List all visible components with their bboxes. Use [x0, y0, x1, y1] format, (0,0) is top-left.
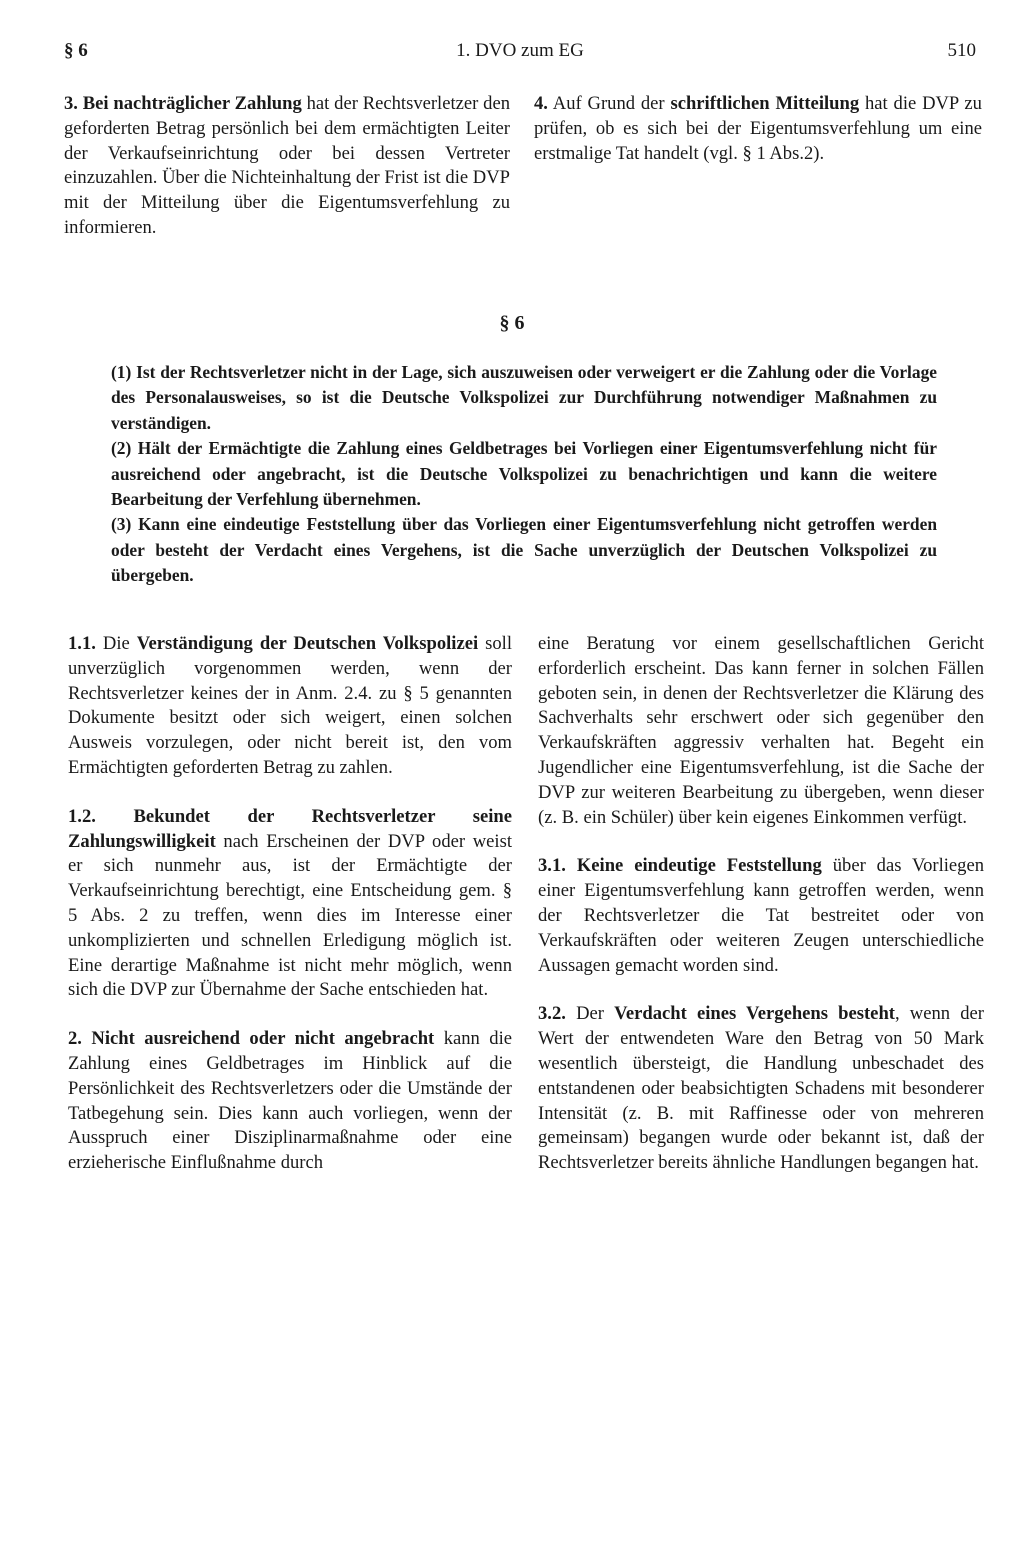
- note-number: 1.1.: [68, 633, 96, 654]
- note-keyword: Bekundet der Rechtsverletzer seine Zahlungswilligkeit: [68, 805, 512, 852]
- annotation-2-continued: [538, 632, 984, 830]
- header-title: 1. DVO zum EG: [456, 40, 584, 61]
- note-text: Der: [565, 1003, 615, 1025]
- note-keyword: Bei nachträglicher Zahlung: [82, 93, 302, 114]
- note-number: 2.: [68, 1028, 82, 1050]
- note-number: 1.2.: [68, 805, 96, 827]
- note-number: 3.2.: [538, 1003, 566, 1025]
- note-keyword: Nicht ausreichend oder nicht angebracht: [91, 1028, 435, 1050]
- note-text: über das Vorliegen einer Eigentumsverfehlung kann getroffen werden, wenn der Rechtsverletzer die Tat bestreitet oder von Verkaufskräften oder weiteren Zeugen unterschiedliche Aussagen gemacht worden sind.: [538, 855, 985, 976]
- note-3-column: [64, 92, 510, 241]
- note-text: hat die DVP zu prüfen, ob es sich bei der Eigentumsverfehlung um eine erstmalige Tat handelt (vgl. § 1 Abs.2).: [534, 93, 982, 164]
- note-text: Die: [95, 633, 137, 654]
- note-text: Auf Grund der: [547, 93, 671, 114]
- annotation-1-1: [68, 632, 512, 781]
- note-number: 4.: [534, 93, 548, 114]
- annotation-2: [68, 1027, 512, 1176]
- note-text: soll unverzüglich vorgenommen werden, wenn der Rechtsverletzer keines der in Anm. 2.4. zu § 5 genannten Dokumente besitzt oder sich weigert, einen solchen Ausweis vorzulegen, oder nicht bereit ist, den vom Ermächtigten geforderten Betrag zu zahlen.: [68, 633, 513, 778]
- note-keyword: Keine eindeutige Feststellung: [576, 855, 822, 877]
- header-section-ref: § 6: [64, 40, 88, 61]
- note-4-column: [534, 92, 982, 166]
- note-text: [566, 855, 577, 876]
- statute-paragraph-3: (3) Kann eine eindeutige Feststellung über das Vorliegen einer Eigentumsverfehlung nicht getroffen werden oder besteht der Verdacht eines Vergehens, ist die Sache unverzüglich der Deutschen Volkspolizei zu übergeben.: [111, 514, 937, 586]
- statute-paragraph-1: (1) Ist der Rechtsverletzer nicht in der Lage, sich auszuweisen oder verweigert er die Zahlung oder die Vorlage des Personalausweises, so ist die Deutsche Volkspolizei zur Durchführung notwendiger Maßnahmen zu verständigen.: [111, 362, 937, 433]
- statute-text: [111, 360, 937, 589]
- note-text: kann die Zahlung eines Geldbetrages im Hinblick auf die Persönlichkeit des Rechtsverletzers oder die Umstände der Tatbegehung sein. Dies kann auch vorliegen, wenn der Ausspruch einer Disziplinarmaßnahme oder eine erzieherische Einflußnahme durch: [68, 1028, 513, 1174]
- note-text: , wenn der Wert der entwendeten Ware den Betrag von 50 Mark wesentlich übersteigt, die Handlung unbeschadet des entstandenen oder beabsichtigten Schadens mit besonderer Intensität (z. B. mit Raffinesse oder von mehreren gemeinsam) begangen wurde oder bekannt ist, daß der Rechtsverletzer bereits ähnliche Handlungen begangen hat.: [538, 1003, 985, 1174]
- annotation-1-2: [68, 805, 512, 1003]
- note-text: nach Erscheinen der DVP oder weist er sich nunmehr aus, ist der Ermächtigte der Verkaufseinrichtung berechtigt, eine Entscheidung gem. § 5 Abs. 2 zu treffen, wenn dies im Interesse einer unkomplizierten und schnellen Erledigung möglich ist. Eine derartige Maßnahme ist nicht mehr möglich, wenn sich die DVP zur Übernahme der Sache entschieden hat.: [68, 830, 512, 1001]
- note-number: 3.: [64, 93, 78, 114]
- note-keyword: Verständigung der Deutschen Volkspolizei: [136, 633, 479, 654]
- annotation-3-1: [538, 854, 984, 978]
- annotations-left-column: [68, 632, 512, 1176]
- note-keyword: Verdacht eines Vergehens besteht: [614, 1003, 895, 1025]
- note-text: [96, 806, 134, 827]
- note-text: eine Beratung vor einem gesellschaftlichen Gericht erforderlich erscheint. Das kann ferner in solchen Fällen geboten sein, in denen der Rechtsverletzer die Klärung des Sachverhalts sehr erschwert oder sich gegenüber den Verkaufskräften aggressiv verhalten hat. Begeht ein Jugendlicher eine Eigentumsverfehlung, ist die Sache der DVP zur weiteren Bearbeitung zu übergeben, wenn dieser (z. B. ein Schüler) über kein eigenes Einkommen verfügt.: [538, 633, 984, 828]
- note-paragraph: [534, 92, 982, 166]
- note-number: 3.1.: [538, 855, 566, 877]
- note-keyword: schriftlichen Mitteilung: [670, 93, 860, 114]
- statute-paragraph-2: (2) Hält der Ermächtigte die Zahlung eines Geldbetrages bei Vorliegen einer Eigentumsverfehlung nicht für ausreichend oder angebracht, ist die Deutsche Volkspolizei zu benachrichtigen und kann die weitere Bearbeitung der Verfehlung übernehmen.: [111, 438, 937, 510]
- note-text: hat der Rechtsverletzer den geforderten Betrag persönlich bei dem ermächtigten Leiter der Verkaufseinrichtung oder bei dessen Vertreter einzuzahlen. Über die Nichteinhaltung der Frist ist die DVP mit der Mitteilung über die Eigentumsverfehlung zu informieren.: [64, 93, 511, 238]
- running-head: [64, 40, 976, 70]
- section-heading: § 6: [499, 312, 525, 334]
- annotation-3-2: [538, 1002, 984, 1176]
- note-text: [82, 1028, 91, 1049]
- page-number: 510: [947, 40, 976, 61]
- annotations-right-column: [538, 632, 984, 1176]
- note-paragraph: [64, 92, 510, 241]
